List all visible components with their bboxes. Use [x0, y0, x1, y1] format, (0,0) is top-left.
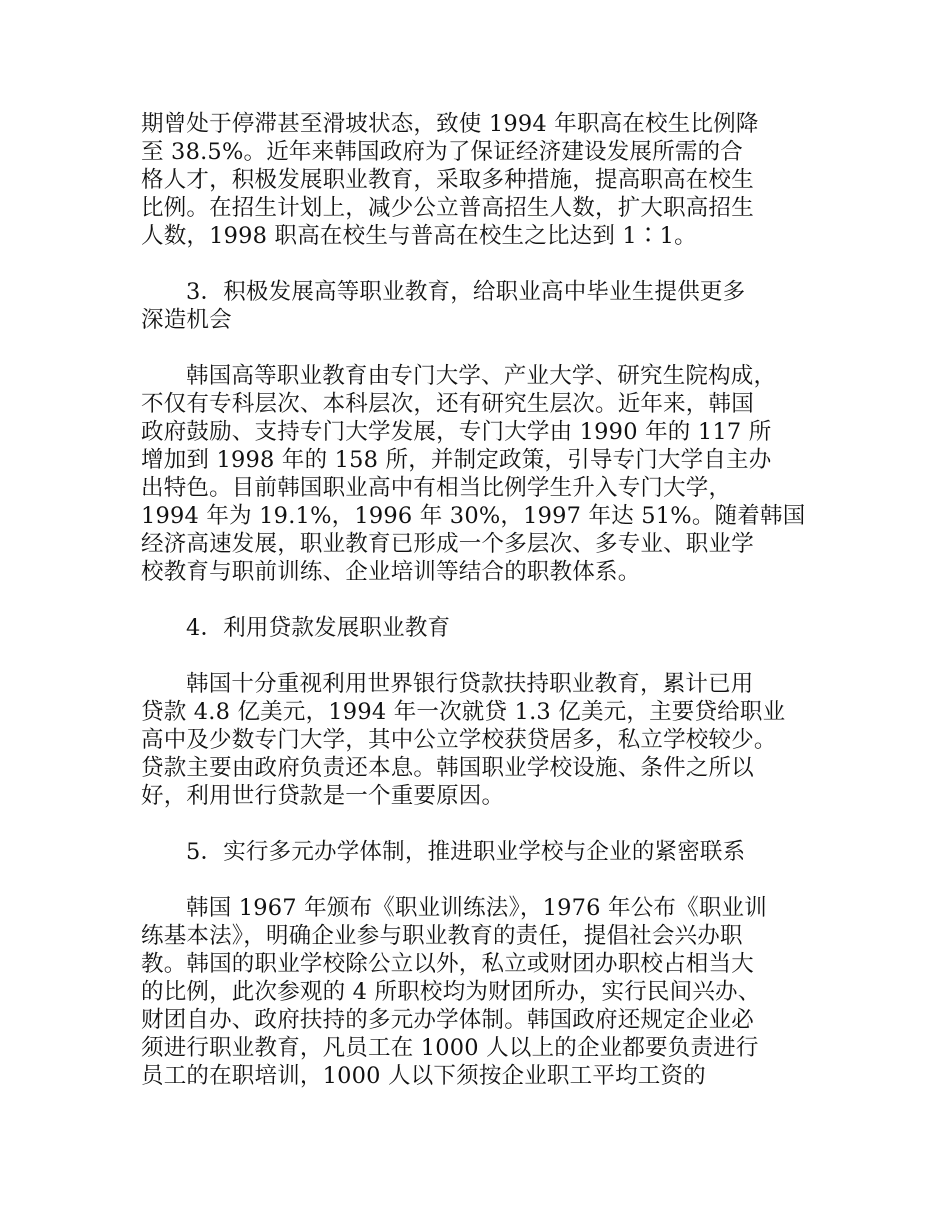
text-line: 不仅有专科层次、本科层次，还有研究生层次。近年来，韩国: [141, 391, 754, 417]
text-line: 格人才，积极发展职业教育，采取多种措施，提高职高在校生: [141, 167, 754, 193]
paragraph-higher-vocational: [141, 362, 821, 586]
text-line: 3．积极发展高等职业教育，给职业高中毕业生提供更多: [186, 279, 746, 305]
document-page: [141, 110, 821, 1118]
text-line: 练基本法》，明确企业参与职业教育的责任，提倡社会兴办职: [141, 923, 743, 949]
paragraph-multi-school-system: [141, 894, 821, 1090]
text-line: 韩国高等职业教育由专门大学、产业大学、研究生院构成，: [186, 363, 777, 389]
text-line: 好，利用世行贷款是一个重要原因。: [141, 783, 505, 809]
text-line: 贷款 4.8 亿美元，1994 年一次就贷 1.3 亿美元，主要贷给职业: [141, 699, 786, 725]
text-line: 员工的在职培训，1000 人以下须按企业职工平均工资的: [141, 1063, 706, 1089]
section-heading-3: [141, 278, 821, 334]
text-line: 的比例，此次参观的 4 所职校均为财团所办，实行民间兴办、: [141, 979, 761, 1005]
text-line: 须进行职业教育，凡员工在 1000 人以上的企业都要负责进行: [141, 1035, 759, 1061]
text-line: 4．利用贷款发展职业教育: [186, 615, 451, 641]
text-line: 深造机会: [141, 307, 232, 333]
text-line: 增加到 1998 年的 158 所，并制定政策，引导专门大学自主办: [141, 447, 772, 473]
section-heading-5: [141, 838, 821, 866]
text-line: 5．实行多元办学体制，推进职业学校与企业的紧密联系: [186, 839, 746, 865]
paragraph-loans: [141, 670, 821, 810]
paragraph-intro-continued: [141, 110, 821, 250]
text-line: 政府鼓励、支持专门大学发展，专门大学由 1990 年的 117 所: [141, 419, 772, 445]
text-line: 财团自办、政府扶持的多元办学体制。韩国政府还规定企业必: [141, 1007, 754, 1033]
text-line: 教。韩国的职业学校除公立以外，私立或财团办职校占相当大: [141, 951, 754, 977]
text-line: 比例。在招生计划上，减少公立普高招生人数，扩大职高招生: [141, 195, 754, 221]
text-line: 校教育与职前训练、企业培训等结合的职教体系。: [141, 559, 641, 585]
text-line: 高中及少数专门大学，其中公立学校获贷居多，私立学校较少。: [141, 727, 777, 753]
text-line: 至 38.5%。近年来韩国政府为了保证经济建设发展所需的合: [141, 139, 743, 165]
text-line: 出特色。目前韩国职业高中有相当比例学生升入专门大学，: [141, 475, 732, 501]
text-line: 韩国十分重视利用世界银行贷款扶持职业教育，累计已用: [186, 671, 754, 697]
section-heading-4: [141, 614, 821, 642]
text-line: 人数，1998 职高在校生与普高在校生之比达到 1∶1。: [141, 223, 697, 249]
text-line: 经济高速发展，职业教育已形成一个多层次、多专业、职业学: [141, 531, 754, 557]
text-line: 1994 年为 19.1%，1996 年 30%，1997 年达 51%。随着韩国: [141, 503, 806, 529]
text-line: 韩国 1967 年颁布《职业训练法》，1976 年公布《职业训: [186, 895, 767, 921]
text-line: 期曾处于停滞甚至滑坡状态，致使 1994 年职高在校生比例降: [141, 111, 759, 137]
text-line: 贷款主要由政府负责还本息。韩国职业学校设施、条件之所以: [141, 755, 754, 781]
